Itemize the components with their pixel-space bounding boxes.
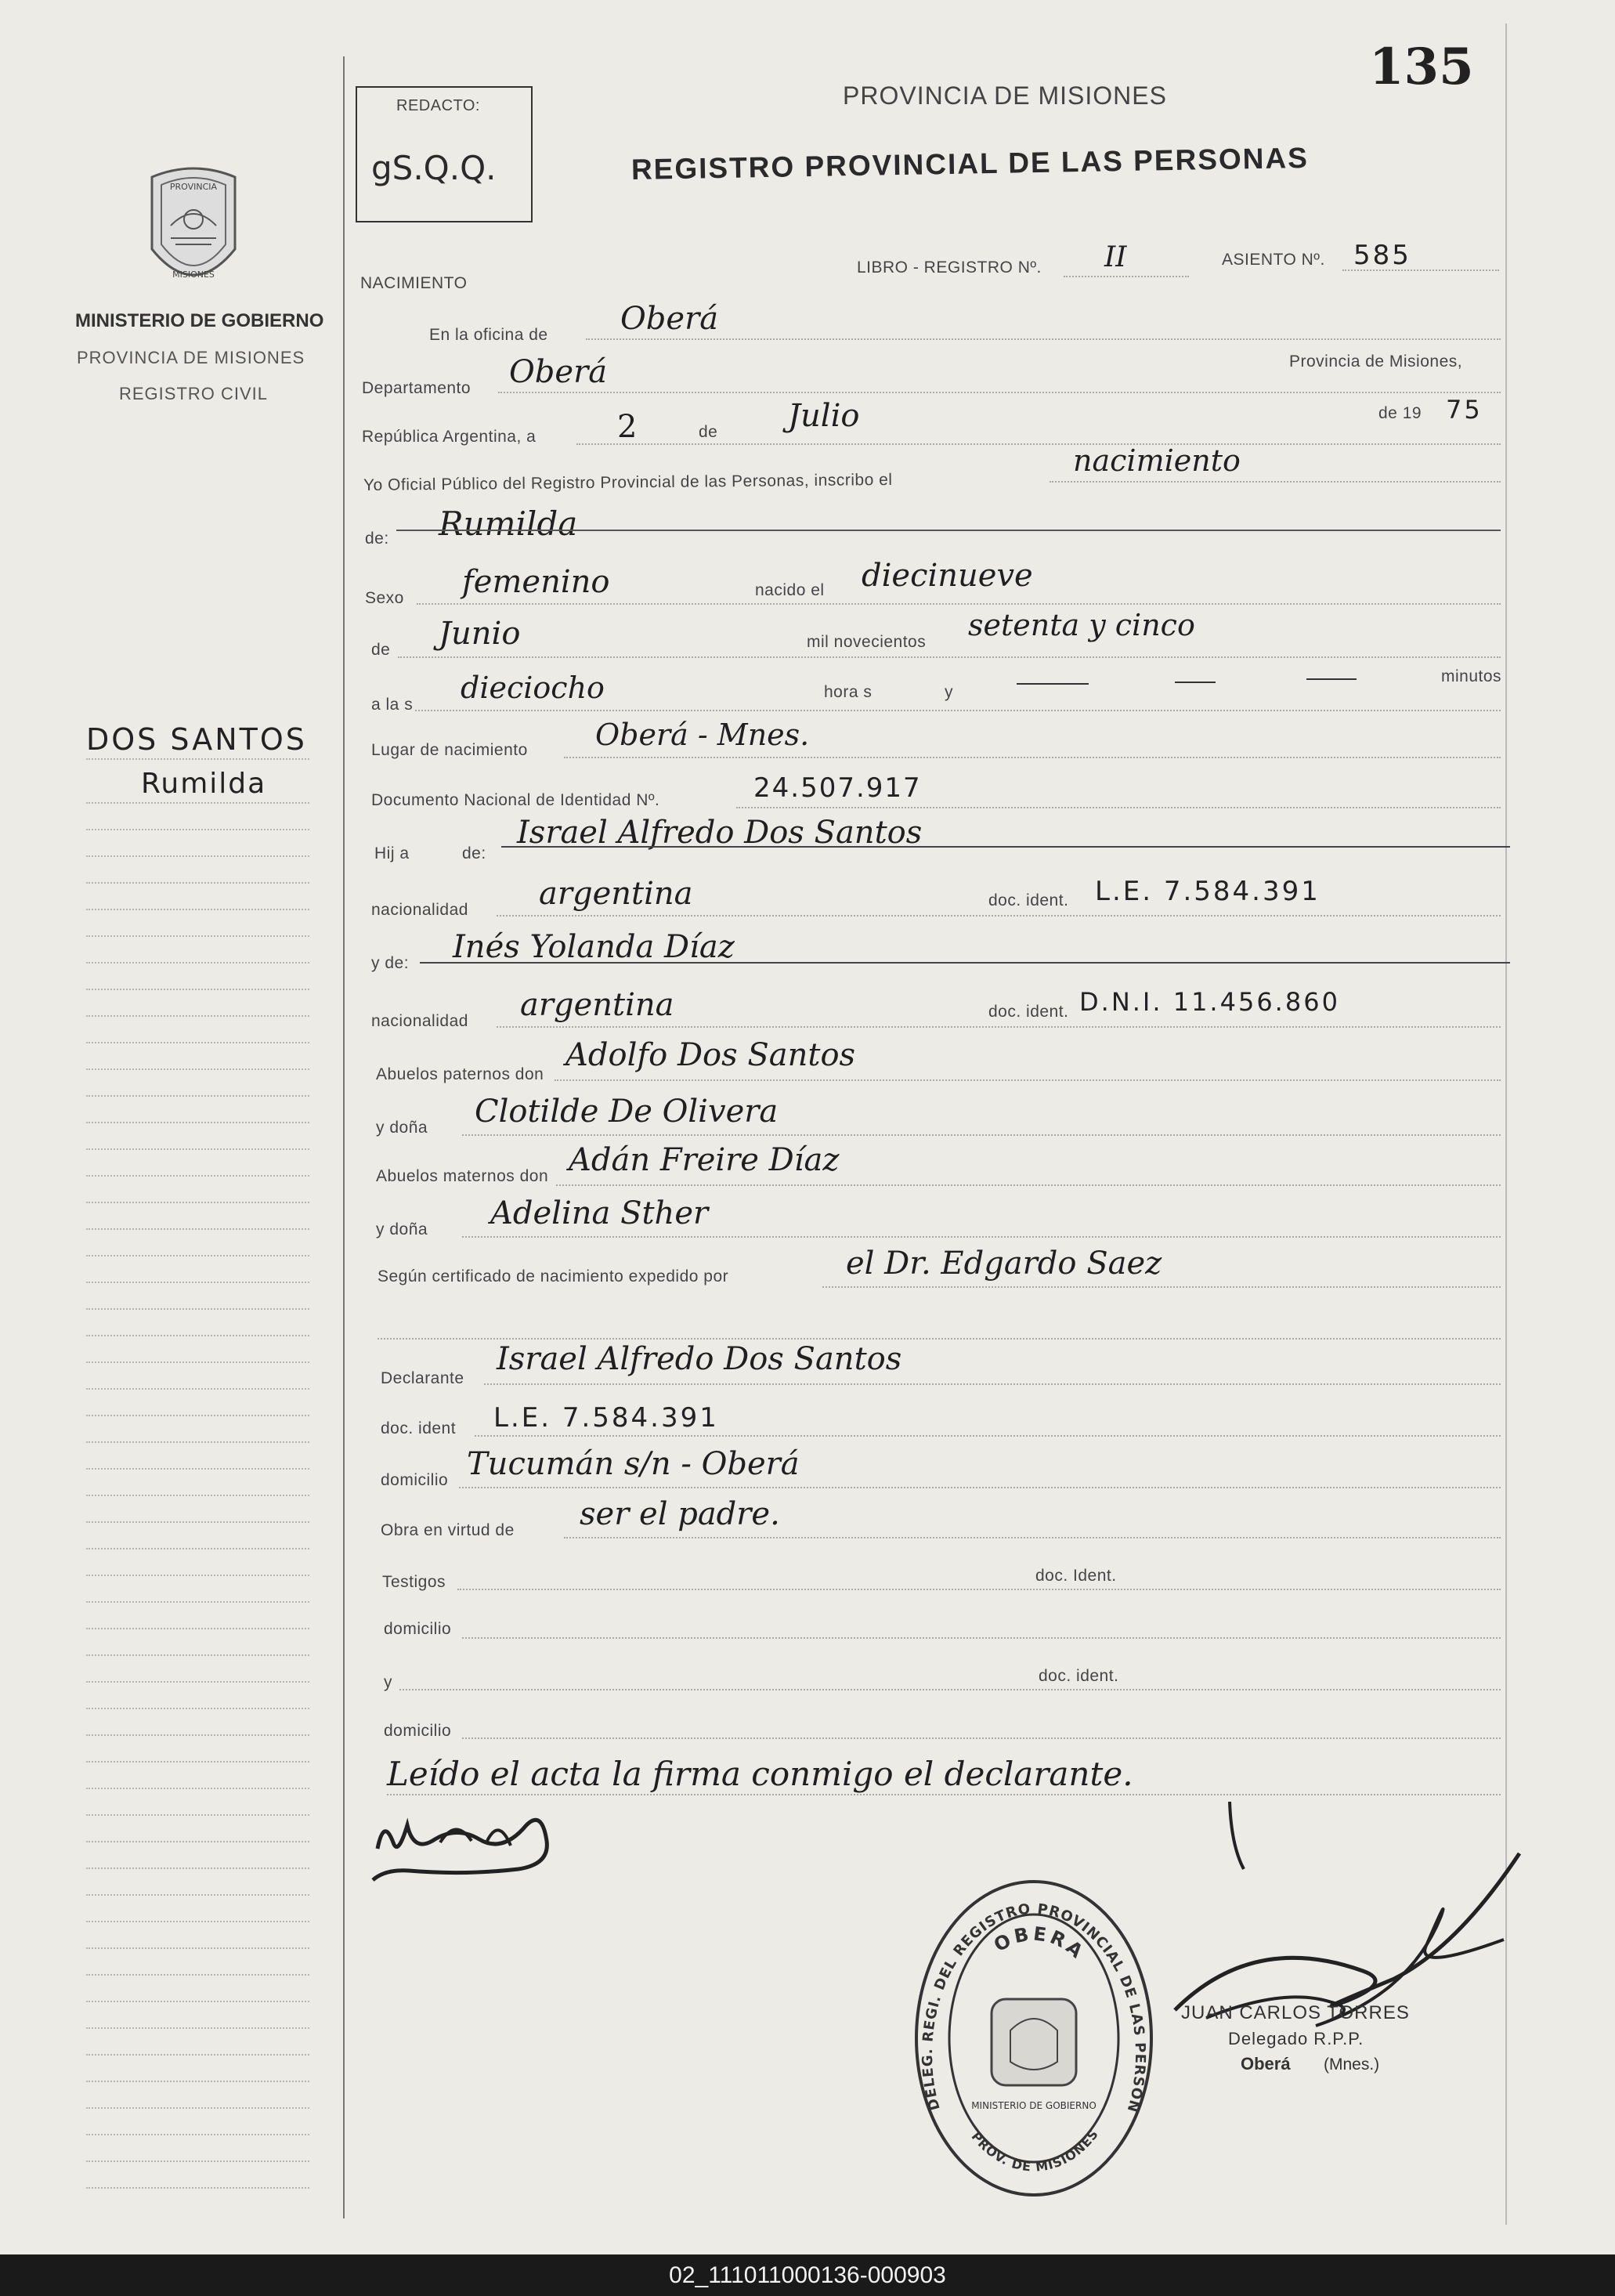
segun-label: Según certificado de nacimiento expedido por — [378, 1267, 729, 1285]
declarante-label: Declarante — [381, 1369, 464, 1387]
margin-dotted-rule — [86, 909, 309, 910]
obra-label: Obra en virtud de — [381, 1521, 515, 1539]
margin-dotted-rule — [86, 1122, 309, 1123]
margin-dotted-rule — [86, 1441, 309, 1443]
provincia-suffix: Provincia de Misiones, — [1289, 353, 1463, 371]
margin-dotted-rule — [86, 1148, 309, 1150]
svg-text:MINISTERIO DE GOBIERNO: MINISTERIO DE GOBIERNO — [971, 2100, 1097, 2111]
margin-dotted-rule — [86, 1681, 309, 1683]
obra-value: ser el padre. — [580, 1496, 780, 1532]
margin-dotted-rule — [86, 935, 309, 937]
madre-doc-value: D.N.I. 11.456.860 — [1079, 987, 1340, 1017]
margin-note-name: Rumilda — [141, 768, 267, 800]
padre-nac-value: argentina — [539, 876, 693, 912]
redacto-value: gS.Q.Q. — [371, 149, 497, 187]
margin-dotted-rule — [86, 1734, 309, 1736]
hora-value: dieciocho — [461, 671, 605, 705]
departamento-value: Oberá — [509, 354, 608, 390]
official-title: Delegado R.P.P. — [1228, 2029, 1364, 2048]
redacto-label: REDACTO: — [396, 97, 480, 114]
margin-dotted-rule — [86, 1841, 309, 1842]
nacionalidad-label-2: nacionalidad — [371, 1012, 468, 1030]
margin-dotted-rule — [86, 1974, 309, 1976]
nacionalidad-label: nacionalidad — [371, 901, 468, 919]
closing-value: Leído el acta la firma conmigo el declarante. — [387, 1755, 1133, 1793]
ministry-line1: MINISTERIO DE GOBIERNO — [75, 310, 324, 331]
ydona-label-2: y doña — [376, 1220, 428, 1238]
test-dom-label: domicilio — [384, 1620, 452, 1638]
margin-dotted-rule — [86, 882, 309, 884]
oficial-text: Yo Oficial Público del Registro Provincial de las Personas, inscribo el — [363, 470, 893, 494]
de2-label: de — [371, 641, 391, 659]
minutes-blank-3 — [1306, 678, 1357, 680]
abuela-mat-value: Adelina Sther — [490, 1195, 709, 1231]
madre-nac-value: argentina — [520, 987, 674, 1023]
testigos-label: Testigos — [382, 1573, 446, 1591]
nacido-label: nacido el — [755, 581, 825, 599]
margin-dotted-rule — [86, 2107, 309, 2109]
y-label: y — [945, 683, 953, 701]
padre-value: Israel Alfredo Dos Santos — [517, 815, 923, 851]
margin-dotted-rule — [86, 1068, 309, 1070]
file-id: 02_111011000136-000903 — [669, 2262, 946, 2288]
minutes-blank-1 — [1017, 683, 1089, 685]
margin-dotted-rule — [86, 802, 309, 804]
margin-dotted-rule — [86, 1654, 309, 1656]
sexo-value: femenino — [462, 564, 610, 600]
margin-dotted-rule — [86, 1361, 309, 1363]
test-doc-label: doc. Ident. — [1035, 1567, 1117, 1585]
ministry-line3: REGISTRO CIVIL — [119, 384, 269, 403]
de-nombre-label: de: — [365, 530, 389, 548]
file-id-bar — [0, 2254, 1615, 2296]
segun-value: el Dr. Edgardo Saez — [846, 1246, 1162, 1282]
ydona-label: y doña — [376, 1119, 428, 1137]
margin-dotted-rule — [86, 1095, 309, 1097]
act-type-label: NACIMIENTO — [360, 274, 468, 292]
margin-dotted-rule — [86, 2081, 309, 2082]
margin-dotted-rule — [86, 2054, 309, 2056]
horas-label: hora s — [824, 683, 873, 701]
margin-dotted-rule — [86, 2187, 309, 2189]
margin-note-surname: DOS SANTOS — [86, 722, 307, 757]
abuelos-pat-label: Abuelos paternos don — [376, 1065, 544, 1083]
margin-dotted-rule — [86, 1202, 309, 1203]
sexo-label: Sexo — [365, 589, 404, 607]
oficina-value: Oberá — [620, 301, 719, 337]
dia-value: 2 — [617, 409, 638, 445]
abuelo-mat-value: Adán Freire Díaz — [569, 1142, 840, 1178]
margin-dotted-rule — [86, 1548, 309, 1549]
madre-value: Inés Yolanda Díaz — [453, 929, 735, 965]
abuela-pat-value: Clotilde De Olivera — [475, 1094, 779, 1130]
ministry-emblem — [136, 163, 251, 300]
domicilio-value: Tucumán s/n - Oberá — [467, 1446, 800, 1482]
departamento-label: Departamento — [362, 379, 471, 397]
svg-text:PROV. DE MISIONES: PROV. DE MISIONES — [968, 2126, 1102, 2175]
margin-dotted-rule — [86, 2027, 309, 2029]
lugar-value: Oberá - Mnes. — [595, 718, 810, 752]
svg-text:OBERA: OBERA — [990, 1922, 1089, 1965]
margin-dotted-rule — [86, 1521, 309, 1523]
registry-seal — [909, 1874, 1159, 2207]
margin-dotted-rule — [86, 1042, 309, 1043]
official-place: Oberá — [1241, 2054, 1291, 2074]
anio-nac-value: setenta y cinco — [968, 608, 1195, 642]
margin-dotted-rule — [86, 1415, 309, 1416]
margin-dotted-rule — [86, 1335, 309, 1336]
republica-label: República Argentina, a — [362, 428, 537, 446]
minutes-blank-2 — [1175, 682, 1216, 683]
margin-dotted-rule — [86, 2160, 309, 2162]
margin-rule — [86, 758, 309, 760]
margin-dotted-rule — [86, 1388, 309, 1390]
margin-dotted-rule — [86, 1788, 309, 1789]
de3-label: de: — [462, 844, 486, 862]
ministry-line2: PROVINCIA DE MISIONES — [77, 348, 305, 367]
margin-dotted-rule — [86, 989, 309, 990]
margin-dotted-rule — [86, 855, 309, 857]
doc-ident-label: doc. ident. — [988, 891, 1069, 909]
dni-label: Documento Nacional de Identidad Nº. — [371, 791, 660, 809]
nacido-value: diecinueve — [862, 558, 1033, 594]
lugar-label: Lugar de nacimiento — [371, 741, 528, 759]
svg-text:DELEG. REGI. DEL REGISTRO PROV: DELEG. REGI. DEL REGISTRO PROVINCIAL DE LAS PERSON — [919, 1900, 1149, 2115]
margin-dotted-rule — [86, 2134, 309, 2135]
asiento-label: ASIENTO Nº. — [1222, 251, 1325, 269]
libro-value: II — [1104, 241, 1127, 273]
yde-label: y de: — [371, 954, 410, 972]
mes-nac-value: Junio — [439, 616, 521, 652]
margin-dotted-rule — [86, 1495, 309, 1496]
asiento-value: 585 — [1353, 240, 1411, 271]
margin-dotted-rule — [86, 1814, 309, 1816]
margin-dotted-rule — [86, 2001, 309, 2002]
margin-dotted-rule — [86, 1868, 309, 1869]
dni-value: 24.507.917 — [753, 772, 922, 804]
margin-dotted-rule — [86, 1255, 309, 1256]
margin-dotted-rule — [86, 1601, 309, 1603]
mil-label: mil novecientos — [807, 633, 927, 651]
nombre-value: Rumilda — [439, 504, 578, 543]
oficina-label: En la oficina de — [429, 326, 548, 344]
margin-dotted-rule — [86, 829, 309, 830]
test-doc-label-2: doc. ident. — [1039, 1667, 1119, 1685]
margin-dotted-rule — [86, 1921, 309, 1922]
anio-value: 75 — [1446, 395, 1483, 425]
margin-dotted-rule — [86, 1282, 309, 1283]
hija-label: Hij a — [374, 844, 410, 862]
official-region: (Mnes.) — [1324, 2056, 1380, 2074]
inscribo-value: nacimiento — [1073, 443, 1241, 478]
test-dom-label-2: domicilio — [384, 1722, 452, 1740]
margin-dotted-rule — [86, 1947, 309, 1949]
libro-label: LIBRO - REGISTRO Nº. — [857, 259, 1042, 277]
alas-label: a la s — [371, 696, 414, 714]
margin-dotted-rule — [86, 1708, 309, 1709]
mes-value: Julio — [788, 398, 860, 434]
svg-text:MISIONES: MISIONES — [172, 269, 215, 280]
decl-doc-label: doc. ident — [381, 1419, 457, 1437]
minutos-label: minutos — [1441, 667, 1502, 685]
header-province: PROVINCIA DE MISIONES — [843, 81, 1167, 110]
y2-label: y — [384, 1673, 392, 1691]
svg-text:PROVINCIA: PROVINCIA — [169, 182, 218, 192]
anio-label: de 19 — [1378, 404, 1422, 422]
margin-dotted-rule — [86, 1894, 309, 1896]
doc-ident-label-2: doc. ident. — [988, 1003, 1069, 1021]
decl-doc-value: L.E. 7.584.391 — [493, 1402, 719, 1434]
padre-doc-value: L.E. 7.584.391 — [1095, 876, 1321, 907]
domicilio-label: domicilio — [381, 1471, 449, 1489]
margin-dotted-rule — [86, 1761, 309, 1763]
header-title: REGISTRO PROVINCIAL DE LAS PERSONAS — [630, 141, 1310, 186]
redacto-box — [356, 86, 533, 222]
margin-dotted-rule — [86, 1575, 309, 1576]
margin-dotted-rule — [86, 962, 309, 964]
date-de-label: de — [699, 423, 718, 441]
declarant-signature — [362, 1794, 644, 1900]
official-name: JUAN CARLOS TORRES — [1181, 2002, 1410, 2023]
margin-dotted-rule — [86, 1308, 309, 1310]
left-margin-rule — [343, 56, 345, 2218]
declarante-value: Israel Alfredo Dos Santos — [497, 1341, 902, 1377]
abuelos-mat-label: Abuelos maternos don — [376, 1167, 549, 1185]
margin-dotted-rule — [86, 1228, 309, 1230]
margin-dotted-rule — [86, 1468, 309, 1470]
margin-dotted-rule — [86, 1175, 309, 1177]
margin-dotted-rule — [86, 1628, 309, 1629]
page-number: 135 — [1369, 38, 1474, 96]
abuelo-pat-value: Adolfo Dos Santos — [565, 1037, 856, 1073]
margin-dotted-rule — [86, 1015, 309, 1017]
